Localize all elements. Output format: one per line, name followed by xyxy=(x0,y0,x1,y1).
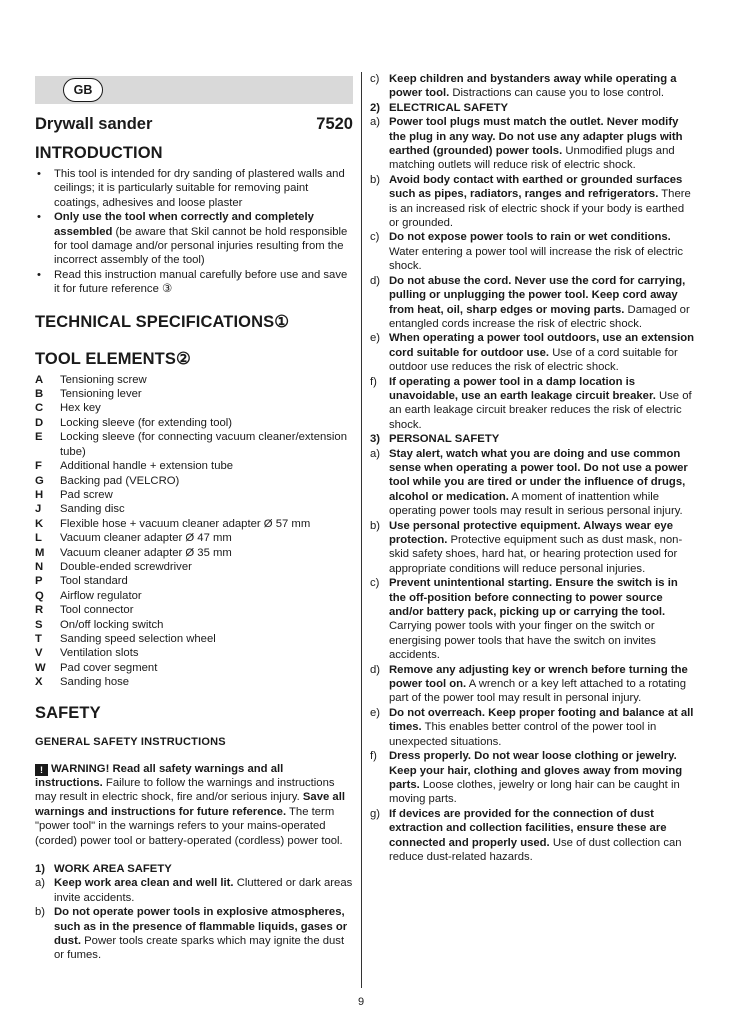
tool-element-label: Additional handle + extension tube xyxy=(60,460,234,473)
item-text: Avoid body contact with earthed or grounded surfaces such as pipes, radiators, ranges and refrigerators. There is an increased risk of electric shock if your body is earthed or grounded. xyxy=(389,173,691,230)
right-column xyxy=(370,72,696,864)
tech-spec-heading: TECHNICAL SPECIFICATIONS① xyxy=(35,312,290,331)
tool-element-item xyxy=(35,589,353,603)
tool-element-key: B xyxy=(35,388,44,401)
item-letter: a) xyxy=(35,877,46,890)
tool-element-item xyxy=(35,675,353,689)
item-letter: a) xyxy=(370,116,381,129)
electrical-item xyxy=(370,274,696,332)
tool-element-item xyxy=(35,646,353,660)
tool-element-label: Vacuum cleaner adapter Ø 47 mm xyxy=(60,532,232,545)
tool-element-item xyxy=(35,430,353,459)
tool-element-label: Pad screw xyxy=(60,488,113,501)
item-text: Do not expose power tools to rain or wet conditions. Water entering a power tool will increase the risk of electric shock. xyxy=(389,231,684,273)
tool-element-label: Hex key xyxy=(60,402,101,415)
tool-element-item xyxy=(35,632,353,646)
personal-item xyxy=(370,576,696,662)
electrical-item xyxy=(370,230,696,273)
tool-element-item xyxy=(35,661,353,675)
item-letter: g) xyxy=(370,807,381,820)
electrical-item xyxy=(370,375,696,433)
item-text: Use personal protective equipment. Always wear eye protection. Protective equipment such as dust mask, non-skid safety shoes, hard hat, or hearing protection used for appropriate conditions will reduce personal injuries. xyxy=(389,519,683,575)
electrical-item xyxy=(370,331,696,374)
work-area-section xyxy=(35,862,353,963)
product-model: 7520 xyxy=(316,115,353,133)
tool-element-label: Vacuum cleaner adapter Ø 35 mm xyxy=(60,546,232,559)
intro-bullet: • This tool is intended for dry sanding of plastered walls and ceilings; it is particularly suitable for removing paint coatings, adhesives and loose plaster xyxy=(35,167,353,210)
tool-element-label: Double-ended screwdriver xyxy=(60,560,192,573)
tool-element-key: G xyxy=(35,474,44,487)
item-text: If operating a power tool in a damp location is unavoidable, use an earth leakage circuit breaker. Use of an earth leakage circuit breaker reduces the risk of electric shock. xyxy=(389,375,692,431)
electrical-item xyxy=(370,173,696,231)
item-letter: c) xyxy=(370,231,380,244)
tool-element-key: F xyxy=(35,460,42,473)
tool-element-key: R xyxy=(35,604,44,617)
item-text: Do not abuse the cord. Never use the cord for carrying, pulling or unplugging the power tool. Keep cord away from heat, oil, sharp edges or moving parts. Damaged or entangled cords increase the risk of electric shock. xyxy=(389,274,690,330)
item-letter: e) xyxy=(370,332,381,345)
item-text: Do not overreach. Keep proper footing and balance at all times. This enables better control of the power tool in unexpected situations. xyxy=(389,706,694,748)
tool-element-key: X xyxy=(35,676,43,689)
tool-elements-list xyxy=(35,373,353,690)
tool-element-key: M xyxy=(35,546,45,559)
tool-element-item xyxy=(35,517,353,531)
tool-element-key: L xyxy=(35,532,42,545)
tool-element-label: Locking sleeve (for extending tool) xyxy=(60,416,233,429)
item-text: When operating a power tool outdoors, use an extension cord suitable for outdoor use. Use of a cord suitable for outdoor use reduces the risk of electric shock. xyxy=(389,332,695,374)
tool-element-item xyxy=(35,603,353,617)
intro-list xyxy=(35,167,353,297)
item-letter: b) xyxy=(370,519,381,532)
left-column xyxy=(35,76,353,963)
tool-element-key: D xyxy=(35,416,44,429)
tool-element-key: K xyxy=(35,517,44,530)
work-area-heading: 1) WORK AREA SAFETY xyxy=(35,863,172,876)
tool-element-label: Pad cover segment xyxy=(60,661,158,674)
tool-element-label: Airflow regulator xyxy=(60,589,142,602)
tool-element-label: Sanding disc xyxy=(60,503,125,516)
tool-element-item xyxy=(35,560,353,574)
personal-item xyxy=(370,807,696,865)
item-text: Power tool plugs must match the outlet. Never modify the plug in any way. Do not use any adapter plugs with earthed (grounded) power tools. Unmodified plugs and matching outlets will reduce risk of electric shock. xyxy=(389,116,683,172)
tool-elements-heading: TOOL ELEMENTS② xyxy=(35,349,191,368)
tool-element-label: Flexible hose + vacuum cleaner adapter Ø 57 mm xyxy=(60,517,311,530)
tool-element-label: Backing pad (VELCRO) xyxy=(60,474,180,487)
tool-element-item xyxy=(35,387,353,401)
safety-heading: SAFETY xyxy=(35,703,101,722)
language-badge: GB xyxy=(63,78,103,102)
product-title-row xyxy=(35,115,353,134)
tool-element-label: Tensioning screw xyxy=(60,373,147,386)
language-bar xyxy=(35,76,353,104)
personal-item xyxy=(370,519,696,577)
tool-element-key: S xyxy=(35,618,43,631)
tool-element-item xyxy=(35,474,353,488)
column-divider xyxy=(361,72,362,988)
general-safety-heading: GENERAL SAFETY INSTRUCTIONS xyxy=(35,735,226,748)
item-letter: c) xyxy=(370,577,380,590)
tool-element-label: Sanding hose xyxy=(60,676,130,689)
tool-element-label: Sanding speed selection wheel xyxy=(60,632,216,645)
tool-element-key: Q xyxy=(35,589,44,602)
personal-item xyxy=(370,447,696,519)
item-letter: c) xyxy=(370,73,380,85)
tool-element-item xyxy=(35,531,353,545)
work-area-items xyxy=(35,876,353,962)
page-number: 9 xyxy=(358,996,365,1008)
work-area-item xyxy=(35,905,353,963)
tool-element-label: Tool connector xyxy=(60,604,134,617)
item-letter: f) xyxy=(370,375,377,388)
tool-element-label: Locking sleeve (for connecting vacuum cleaner/extension tube) xyxy=(60,431,347,458)
tool-element-label: Tensioning lever xyxy=(60,388,142,401)
product-name: Drywall sander xyxy=(35,115,153,133)
tool-element-label: On/off locking switch xyxy=(60,618,164,631)
tool-element-key: C xyxy=(35,402,44,415)
electrical-item xyxy=(370,115,696,173)
tool-element-label: Tool standard xyxy=(60,575,128,588)
intro-bullet: • Only use the tool when correctly and completely assembled (be aware that Skil cannot be hold responsible for tool damage and/or personal injuries resulting from the incorrect assembly of the tool) xyxy=(35,210,353,268)
tool-element-item xyxy=(35,618,353,632)
item-letter: b) xyxy=(35,906,46,919)
tool-element-label: Ventilation slots xyxy=(60,647,139,660)
item-text: If devices are provided for the connection of dust extraction and collection facilities, ensure these are connected and properly used. Use of dust collection can reduce dust-related hazards. xyxy=(389,807,682,863)
tool-element-item xyxy=(35,502,353,516)
tool-element-item xyxy=(35,488,353,502)
tool-element-key: J xyxy=(35,503,42,516)
tool-element-item xyxy=(35,401,353,415)
item-letter: e) xyxy=(370,706,381,719)
tool-element-item xyxy=(35,546,353,560)
electrical-heading: 2) ELECTRICAL SAFETY xyxy=(370,101,509,114)
tool-element-item xyxy=(35,459,353,473)
tool-element-item xyxy=(35,416,353,430)
intro-heading: INTRODUCTION xyxy=(35,144,163,162)
intro-bullet: • Read this instruction manual carefully before use and save it for future reference ③ xyxy=(35,268,353,297)
work-area-item-c xyxy=(370,72,696,101)
item-letter: f) xyxy=(370,750,377,763)
item-text: Remove any adjusting key or wrench before turning the power tool on. A wrench or a key left attached to a rotating part of the power tool may result in personal injury. xyxy=(389,663,688,705)
item-letter: d) xyxy=(370,274,381,287)
personal-heading: 3) PERSONAL SAFETY xyxy=(370,433,500,446)
tool-element-key: A xyxy=(35,373,44,386)
work-area-item xyxy=(370,72,696,101)
item-text: Keep children and bystanders away while operating a power tool. Distractions can cause you to lose control. xyxy=(389,73,677,100)
electrical-items xyxy=(370,115,696,432)
tool-element-key: N xyxy=(35,560,44,573)
item-letter: b) xyxy=(370,173,381,186)
item-text: Prevent unintentional starting. Ensure the switch is in the off-position before connecting to power source and/or battery pack, picking up or carrying the tool. Carrying power tools with your finger on the switch or energising power tools that have the switch on invites accidents. xyxy=(389,577,678,662)
item-text: Keep work area clean and well lit. Cluttered or dark areas invite accidents. xyxy=(54,877,353,904)
item-text: Dress properly. Do not wear loose clothing or jewelry. Keep your hair, clothing and gloves away from moving parts. Loose clothes, jewelry or long hair can be caught in moving parts. xyxy=(389,750,683,806)
tool-element-key: P xyxy=(35,575,43,588)
tool-element-key: E xyxy=(35,431,43,444)
tool-element-item xyxy=(35,373,353,387)
personal-items xyxy=(370,447,696,865)
warning-icon: ! xyxy=(35,764,48,776)
tool-element-key: V xyxy=(35,647,43,660)
tool-element-item xyxy=(35,574,353,588)
work-area-item xyxy=(35,876,353,905)
personal-item xyxy=(370,663,696,706)
personal-item xyxy=(370,749,696,807)
item-letter: d) xyxy=(370,663,381,676)
tool-element-key: H xyxy=(35,488,44,501)
item-text: Stay alert, watch what you are doing and use common sense when operating a power tool. Do not use a power tool while you are tired or under the influence of drugs, alcohol or medication. A moment of inattention while operating power tools may result in serious personal injury. xyxy=(389,447,688,518)
item-letter: a) xyxy=(370,447,381,460)
personal-item xyxy=(370,706,696,749)
tool-element-key: W xyxy=(35,661,46,674)
item-text: Do not operate power tools in explosive atmospheres, such as in the presence of flammable liquids, gases or dust. Power tools create sparks which may ignite the dust or fumes. xyxy=(54,906,348,962)
warning-paragraph: ! WARNING! Read all safety warnings and all instructions. Failure to follow the warnings and instructions may result in electric shock, fire and/or serious injury. Save all warnings and instructions for future reference. The term "power tool" in the warnings refers to your mains-operated (corded) power tool or battery-operated (cordless) power tool. xyxy=(35,762,345,847)
tool-element-key: T xyxy=(35,632,42,645)
